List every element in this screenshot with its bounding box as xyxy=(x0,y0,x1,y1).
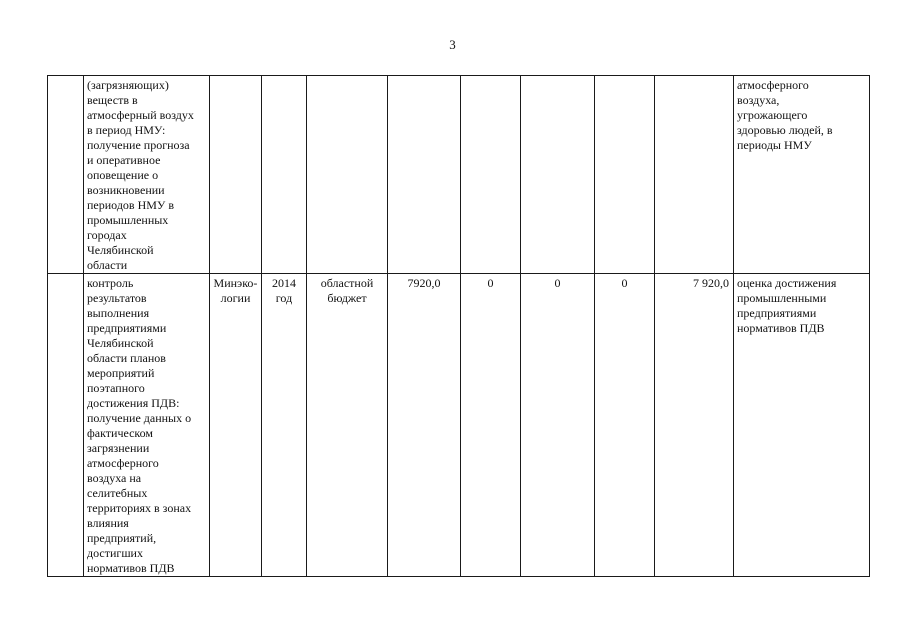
total-value: 7920,0 xyxy=(407,276,441,290)
total-value xyxy=(388,76,460,78)
source-text: областной бюджет xyxy=(320,276,374,305)
year3-value xyxy=(595,76,654,78)
period-text: 2014 год xyxy=(272,276,296,305)
year3-cell xyxy=(595,76,655,274)
executor-cell xyxy=(210,76,262,274)
period-cell xyxy=(262,76,307,274)
measures-table xyxy=(47,75,870,577)
year1-value: 0 xyxy=(487,276,494,290)
sum-value xyxy=(655,76,733,78)
year3-value: 0 xyxy=(621,276,628,290)
row-number-cell xyxy=(48,274,84,577)
period-cell xyxy=(262,274,307,577)
measure-text: (загрязняющих) веществ в атмосферный воздух в период НМУ: получение прогноза и оперативное оповещение о возникновении периодов НМУ в промышленных городах Челябинской области xyxy=(87,78,194,272)
source-cell xyxy=(307,274,388,577)
year2-value: 0 xyxy=(554,276,561,290)
executor-cell xyxy=(210,274,262,577)
executor-text: Минэко- логии xyxy=(213,276,258,305)
result-text: оценка достижения промышленными предприятиями нормативов ПДВ xyxy=(737,276,837,335)
measure-text: контроль результатов выполнения предприятиями Челябинской области планов мероприятий поэтапного достижения ПДВ: получение данных о фактическом загрязнении атмосферного воздуха на селитебных территориях в зонах влияния предприятий, достигших нормативов ПДВ xyxy=(87,276,192,575)
year2-cell xyxy=(521,76,595,274)
year1-value xyxy=(461,76,520,78)
table-row xyxy=(48,274,870,577)
total-cell xyxy=(388,274,461,577)
year3-cell xyxy=(595,274,655,577)
source-text xyxy=(307,76,387,78)
year1-cell xyxy=(461,76,521,274)
executor-text xyxy=(210,76,261,78)
measure-cell xyxy=(84,274,210,577)
year1-cell xyxy=(461,274,521,577)
source-cell xyxy=(307,76,388,274)
sum-cell xyxy=(655,76,734,274)
year2-cell xyxy=(521,274,595,577)
sum-cell xyxy=(655,274,734,577)
year2-value xyxy=(521,76,594,78)
total-cell xyxy=(388,76,461,274)
period-text xyxy=(262,76,306,78)
result-text: атмосферного воздуха, угрожающего здоровью людей, в периоды НМУ xyxy=(737,78,833,152)
page-number: 3 xyxy=(449,37,456,52)
measure-cell xyxy=(84,76,210,274)
row-number-cell xyxy=(48,76,84,274)
result-cell xyxy=(734,274,870,577)
sum-value: 7 920,0 xyxy=(693,276,729,290)
result-cell xyxy=(734,76,870,274)
table-row xyxy=(48,76,870,274)
